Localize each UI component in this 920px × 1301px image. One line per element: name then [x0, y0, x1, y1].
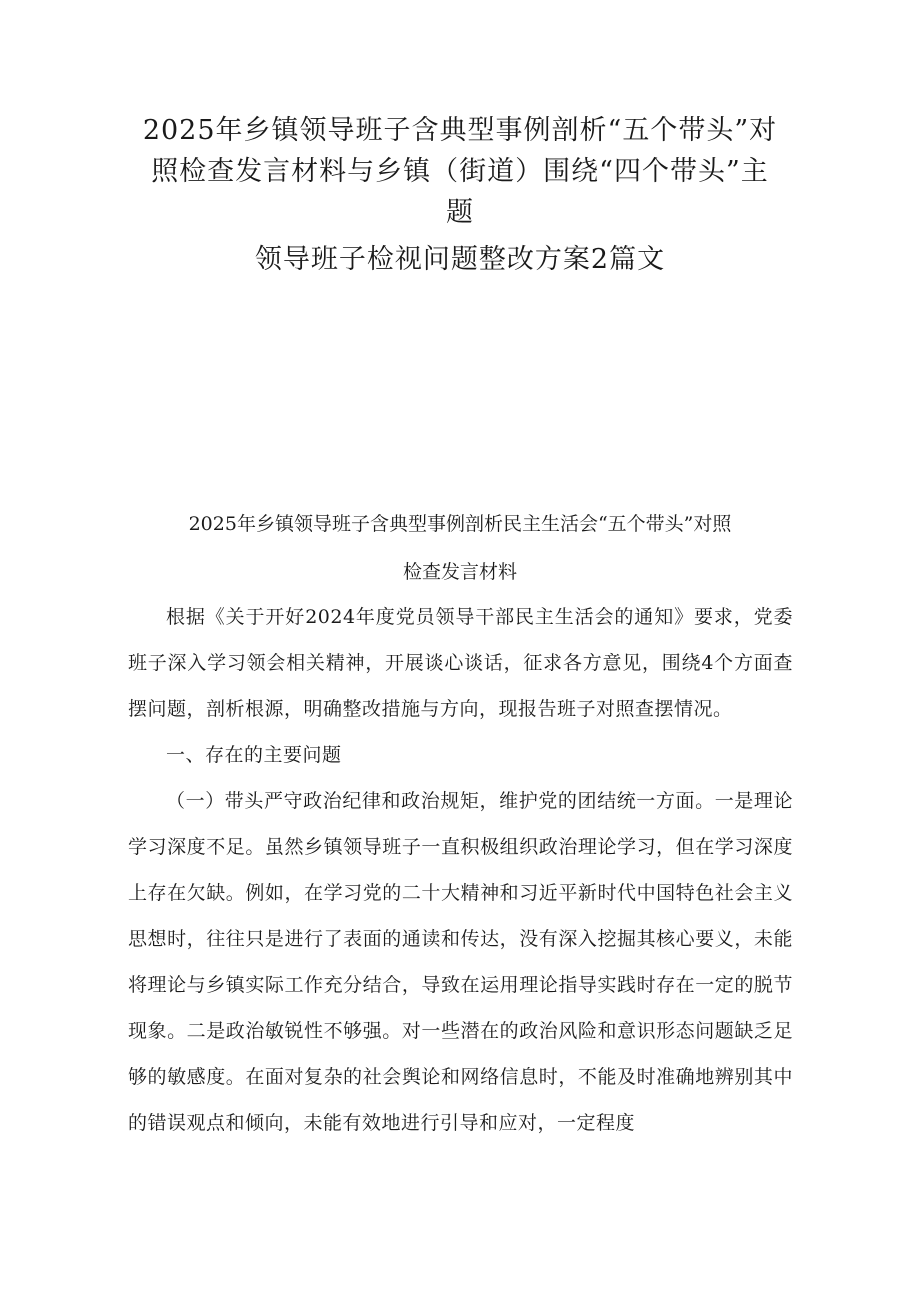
document-title	[110, 110, 810, 280]
body-text	[128, 594, 793, 1146]
section-title-line-1: 2025年乡镇领导班子含典型事例剖析民主生活会“五个带头”对照	[188, 513, 732, 535]
section-title	[120, 500, 800, 596]
problem-paragraph-1: （一）带头严守政治纪律和政治规矩，维护党的团结统一方面。一是理论学习深度不足。虽然乡镇领导班子一直积极组织政治理论学习，但在学习深度上存在欠缺。例如，在学习党的二十大精神和习近平新时代中国特色社会主义思想时，往往只是进行了表面的通读和传达，没有深入挖掘其核心要义，未能将理论与乡镇实际工作充分结合，导致在运用理论指导实践时存在一定的脱节现象。二是政治敏锐性不够强。对一些潜在的政治风险和意识形态问题缺乏足够的敏感度。在面对复杂的社会舆论和网络信息时，不能及时准确地辨别其中的错误观点和倾向，未能有效地进行引导和应对，一定程度	[128, 790, 793, 1134]
document-title-line-1: 2025年乡镇领导班子含典型事例剖析“五个带头”对	[142, 115, 778, 146]
document-title-line-3: 题	[446, 197, 474, 228]
heading-main-problems: 一、存在的主要问题	[166, 744, 342, 766]
document-title-line-2: 照检查发言材料与乡镇（街道）围绕“四个带头”主	[151, 156, 769, 187]
section-title-line-2: 检查发言材料	[402, 561, 517, 583]
intro-paragraph: 根据《关于开好2024年度党员领导干部民主生活会的通知》要求，党委班子深入学习领会相关精神，开展谈心谈话，征求各方意见，围绕4个方面查摆问题，剖析根源，明确整改措施与方向，现报告班子对照查摆情况。	[128, 606, 793, 720]
document-title-line-4: 领导班子检视问题整改方案2篇文	[254, 244, 666, 275]
